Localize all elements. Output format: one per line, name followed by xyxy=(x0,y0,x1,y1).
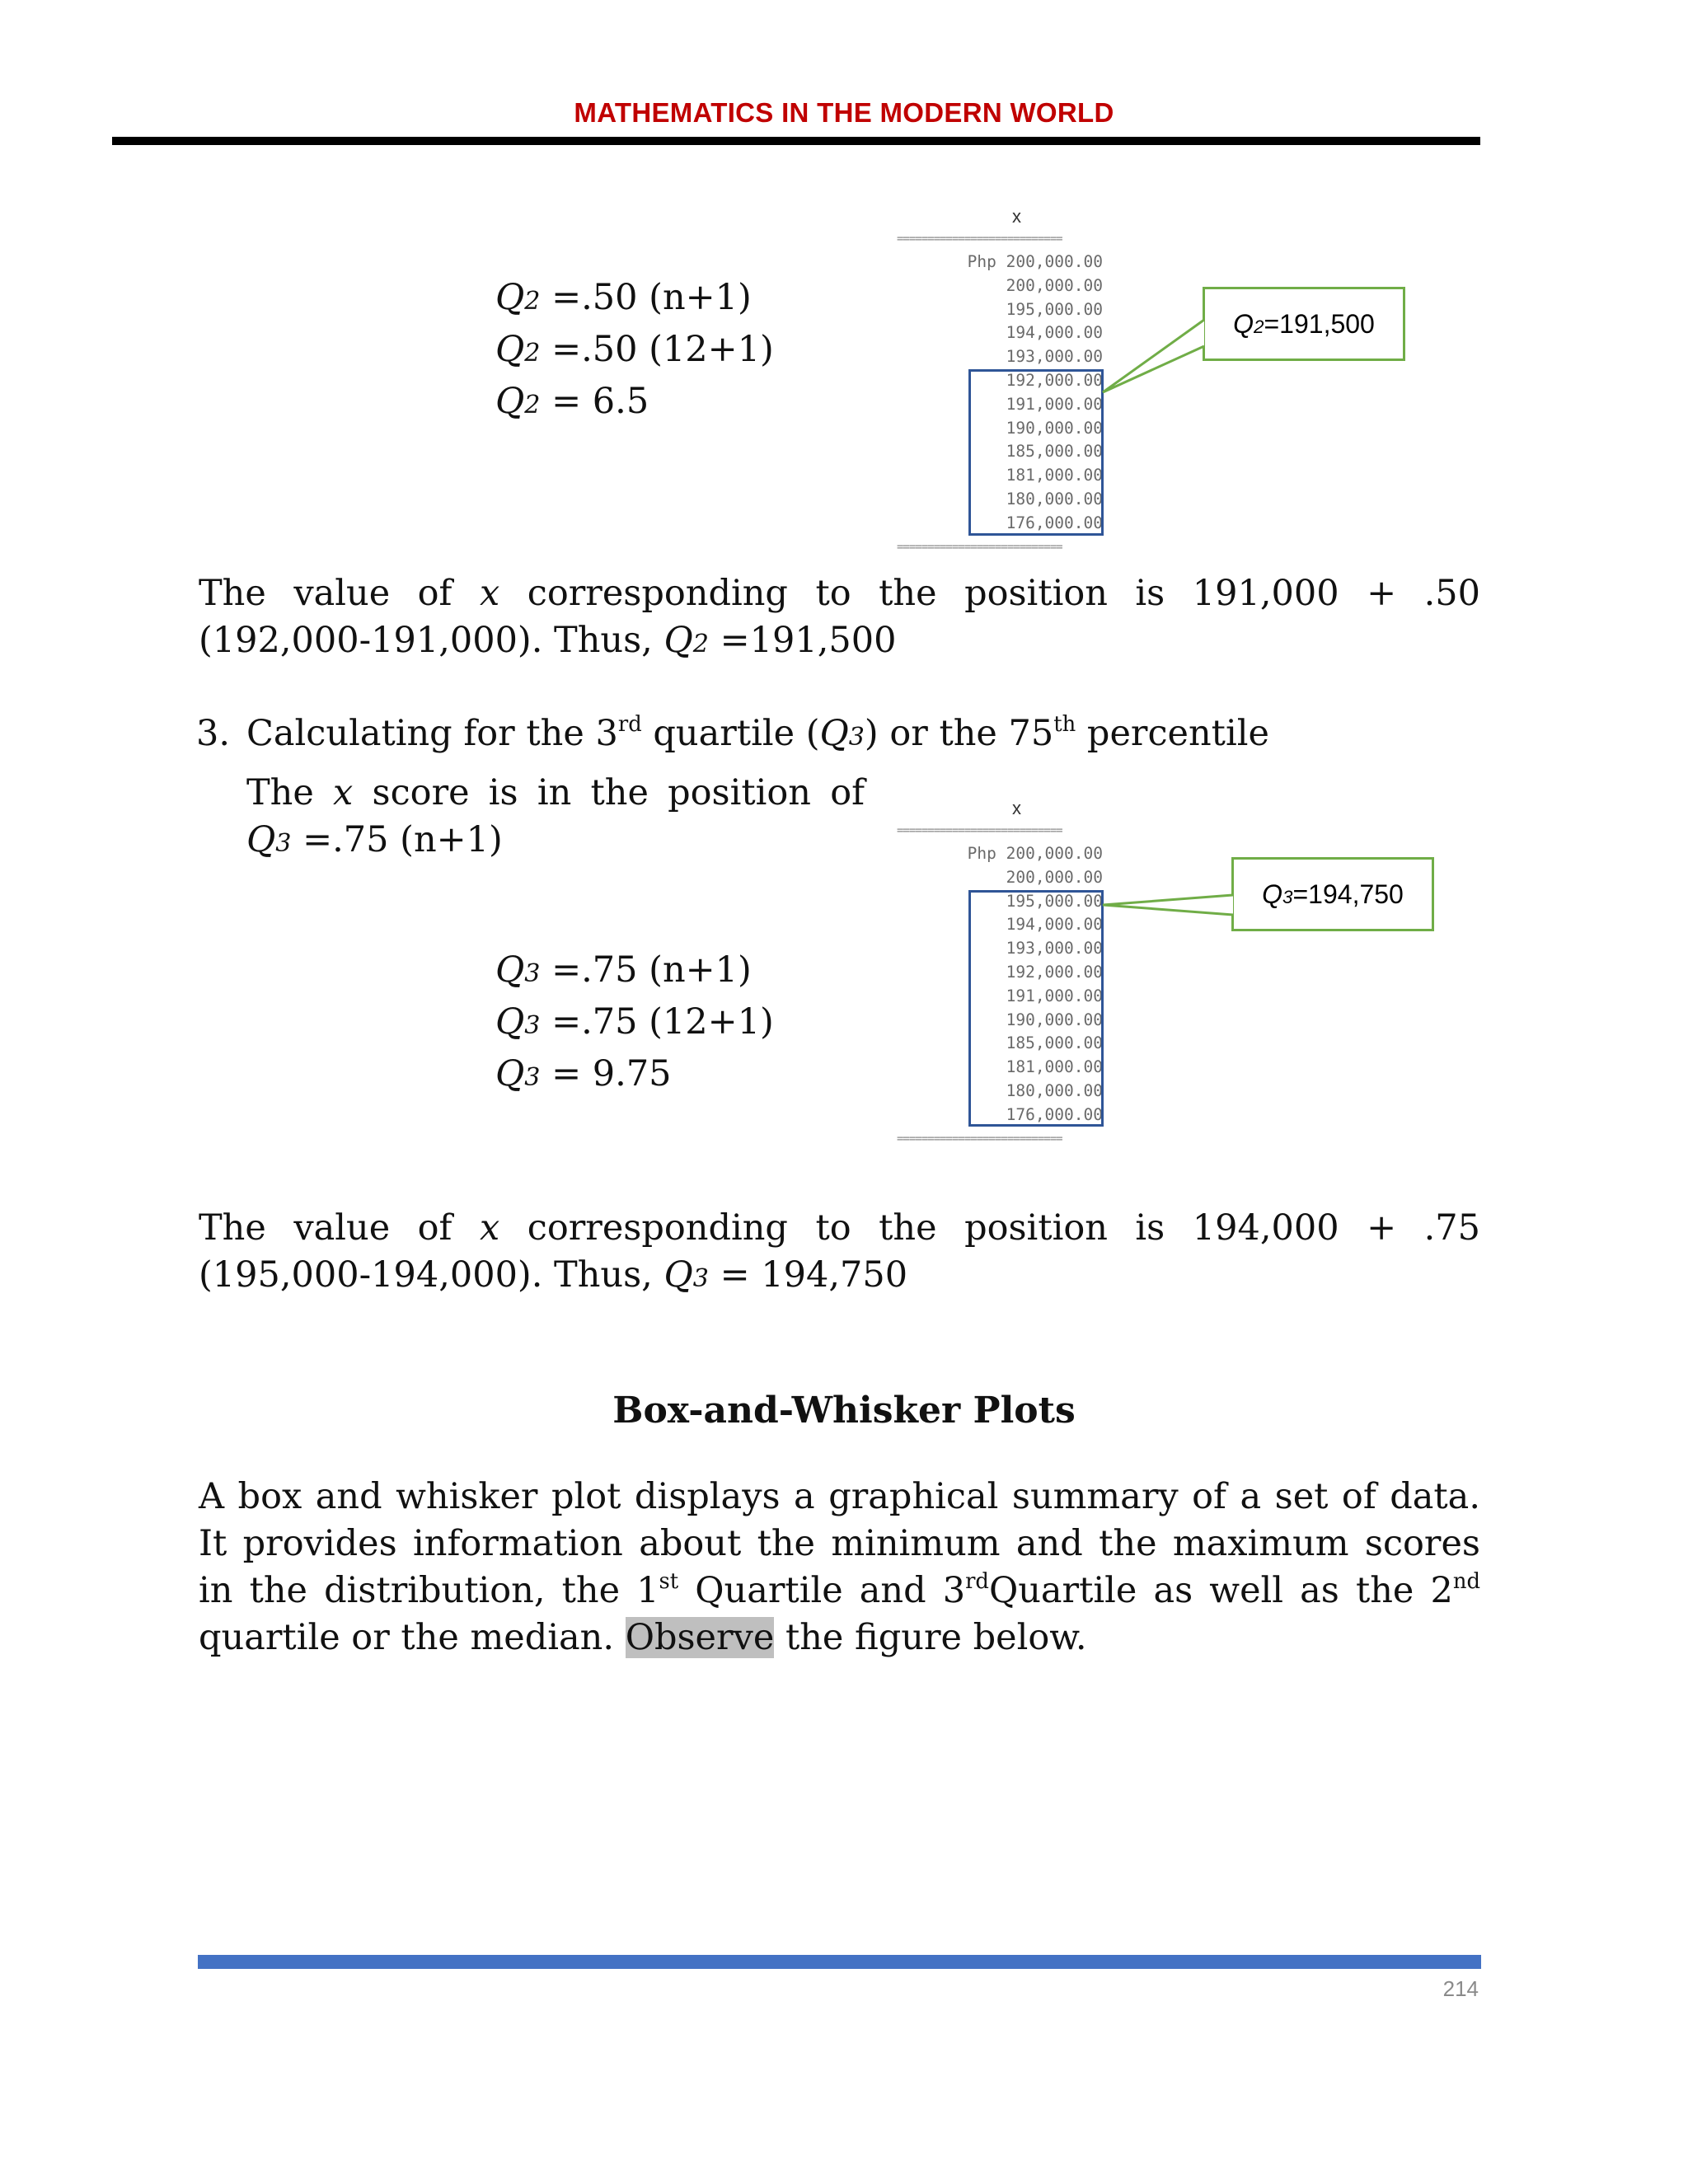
table-bottom-rule: =========================== xyxy=(897,540,1062,554)
table-row: 176,000.00 xyxy=(1006,1104,1103,1124)
table-row: 180,000.00 xyxy=(1006,1081,1103,1100)
q3-equation-1: Q3 =.75 (n+1) xyxy=(495,949,752,991)
table-row: 185,000.00 xyxy=(1006,442,1103,462)
table-header-x: x xyxy=(1012,798,1021,818)
highlighted-word: Observe xyxy=(625,1617,775,1658)
box-plot-paragraph: A box and whisker plot displays a graphical summary of a set of data. It provides information about the minimum and the maximum scores in the distribution, the 1st Quartile and 3rdQuartile as well as the 2nd quartile or the median. Observe the figure below. xyxy=(199,1476,1480,1658)
item3-position-text: The x score is in the position of Q3 =.75 (n+1) xyxy=(246,772,865,860)
page-number: 214 xyxy=(1442,1976,1479,2001)
table-row: 190,000.00 xyxy=(1006,418,1103,438)
footer-bar xyxy=(198,1955,1481,1969)
running-header: MATHEMATICS IN THE MODERN WORLD xyxy=(574,97,1114,128)
table-row: 193,000.00 xyxy=(1006,347,1103,367)
table-row: 191,000.00 xyxy=(1006,394,1103,414)
table-row: 200,000.00 xyxy=(1006,867,1103,887)
table-top-rule: =========================== xyxy=(897,824,1062,837)
table-row: 190,000.00 xyxy=(1006,1010,1103,1029)
table-bottom-rule: =========================== xyxy=(897,1132,1062,1146)
table-row: 200,000.00 xyxy=(1006,275,1103,295)
section-title: Box-and-Whisker Plots xyxy=(612,1390,1076,1432)
q3-equation-2: Q3 =.75 (12+1) xyxy=(495,1001,774,1043)
q2-explanation-paragraph: The value of x corresponding to the position is 191,000 + .50 (192,000-191,000). Thus, Q2 =191,500 xyxy=(199,573,1481,661)
table-top-rule: =========================== xyxy=(897,232,1062,246)
table-row: Php 200,000.00 xyxy=(967,844,1103,863)
q2-callout: Q2=191,500 xyxy=(1203,287,1405,361)
table-row: 194,000.00 xyxy=(1006,323,1103,343)
table-row: 194,000.00 xyxy=(1006,915,1103,935)
item3-number: 3. xyxy=(196,713,231,754)
table-row: 181,000.00 xyxy=(1006,466,1103,485)
table-row: 180,000.00 xyxy=(1006,490,1103,509)
table-header-x: x xyxy=(1012,206,1021,227)
q3-callout: Q3=194,750 xyxy=(1231,857,1434,931)
q2-equation-3: Q2 = 6.5 xyxy=(495,381,649,422)
table-row: 193,000.00 xyxy=(1006,939,1103,958)
table-row: 176,000.00 xyxy=(1006,513,1103,532)
table-row: 195,000.00 xyxy=(1006,891,1103,911)
table-row: 192,000.00 xyxy=(1006,371,1103,390)
table-row: Php 200,000.00 xyxy=(967,252,1103,271)
q2-equation-2: Q2 =.50 (12+1) xyxy=(495,329,774,370)
table-row: 185,000.00 xyxy=(1006,1033,1103,1053)
q2-equation-1: Q2 =.50 (n+1) xyxy=(495,277,752,318)
table-row: 192,000.00 xyxy=(1006,963,1103,982)
q3-equation-3: Q3 = 9.75 xyxy=(495,1053,672,1094)
table-row: 195,000.00 xyxy=(1006,299,1103,319)
q3-explanation-paragraph: The value of x corresponding to the position is 194,000 + .75 (195,000-194,000). Thus, Q3 = 194,750 xyxy=(199,1207,1481,1296)
table-row: 191,000.00 xyxy=(1006,986,1103,1005)
table-row: 181,000.00 xyxy=(1006,1057,1103,1077)
item3-heading: Calculating for the 3rd quartile (Q3) or the 75th percentile xyxy=(246,712,1269,754)
